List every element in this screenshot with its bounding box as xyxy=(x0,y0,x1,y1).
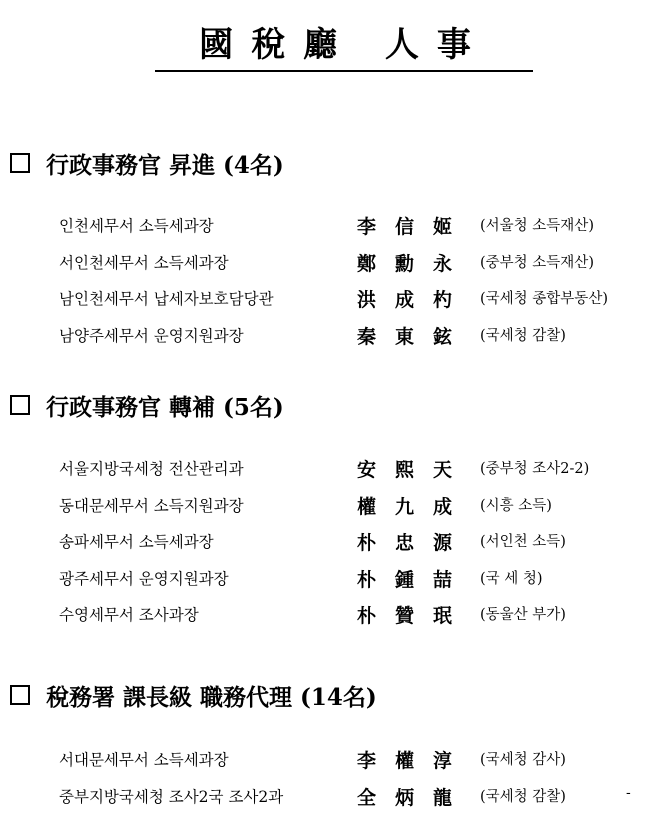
person-name: 洪成杓 xyxy=(357,289,472,311)
personnel-row xyxy=(10,595,640,632)
position-text: 서울지방국세청 전산관리과 xyxy=(59,460,244,478)
personnel-row xyxy=(10,243,640,280)
section-heading xyxy=(10,677,640,713)
previous-post: (국 세 청) xyxy=(480,570,543,587)
person-name: 秦東鉉 xyxy=(357,325,472,348)
previous-post: (서울청 소득재산) xyxy=(480,218,594,234)
position-text: 서대문세무서 소득세과장 xyxy=(59,751,229,769)
position-text: 광주세무서 운영지원과장 xyxy=(59,569,229,588)
person-name: 朴鍾喆 xyxy=(357,568,472,591)
previous-post: (국세청 감찰) xyxy=(480,788,566,805)
personnel-row xyxy=(10,559,640,596)
checkbox-icon xyxy=(10,153,30,173)
person-name: 李權淳 xyxy=(357,750,472,772)
person-name: 李信姬 xyxy=(357,216,472,238)
previous-post: (서인천 소득) xyxy=(480,534,566,550)
section-heading xyxy=(10,387,640,423)
personnel-row xyxy=(10,740,640,777)
section-transfer xyxy=(10,387,640,632)
position-text: 서인천세무서 소득세과장 xyxy=(59,253,229,272)
checkbox-icon xyxy=(10,395,30,415)
previous-post: (동울산 부가) xyxy=(480,607,566,623)
section-acting xyxy=(10,677,640,813)
previous-post: (중부청 소득재산) xyxy=(480,254,594,271)
person-name: 權九成 xyxy=(357,495,472,518)
personnel-row xyxy=(10,206,640,243)
position-text: 송파세무서 소득세과장 xyxy=(59,533,214,551)
section-heading xyxy=(10,145,640,181)
personnel-row xyxy=(10,449,640,486)
person-name: 朴贊珉 xyxy=(357,605,472,627)
person-name: 全炳龍 xyxy=(357,786,472,809)
position-text: 인천세무서 소득세과장 xyxy=(59,217,214,235)
position-text: 동대문세무서 소득지원과장 xyxy=(59,496,244,515)
previous-post: (시흥 소득) xyxy=(480,497,552,514)
position-text: 수영세무서 조사과장 xyxy=(59,606,199,624)
person-name: 安熙天 xyxy=(357,459,472,481)
person-name: 朴忠源 xyxy=(357,532,472,554)
personnel-row xyxy=(10,777,640,814)
previous-post: (중부청 조사2-2) xyxy=(480,461,590,477)
section-promotion xyxy=(10,145,640,352)
section-heading-text: 行政事務官 昇進 (4名) xyxy=(46,151,284,179)
section-heading-text: 稅務署 課長級 職務代理 (14名) xyxy=(46,683,377,711)
personnel-row xyxy=(10,279,640,316)
section-heading-text: 行政事務官 轉補 (5名) xyxy=(46,393,284,421)
personnel-row xyxy=(10,486,640,523)
trailing-mark: - xyxy=(626,785,631,801)
previous-post: (국세청 종합부동산) xyxy=(480,291,608,307)
position-text: 중부지방국세청 조사2국 조사2과 xyxy=(59,787,284,806)
person-name: 鄭勳永 xyxy=(357,252,472,275)
position-text: 남양주세무서 운영지원과장 xyxy=(59,326,244,345)
checkbox-icon xyxy=(10,685,30,705)
position-text: 남인천세무서 납세자보호담당관 xyxy=(59,290,274,308)
previous-post: (국세청 감사) xyxy=(480,752,566,768)
page-title: 國稅廳 人事 xyxy=(155,22,533,72)
personnel-row xyxy=(10,316,640,353)
personnel-row xyxy=(10,522,640,559)
previous-post: (국세청 감찰) xyxy=(480,327,566,344)
